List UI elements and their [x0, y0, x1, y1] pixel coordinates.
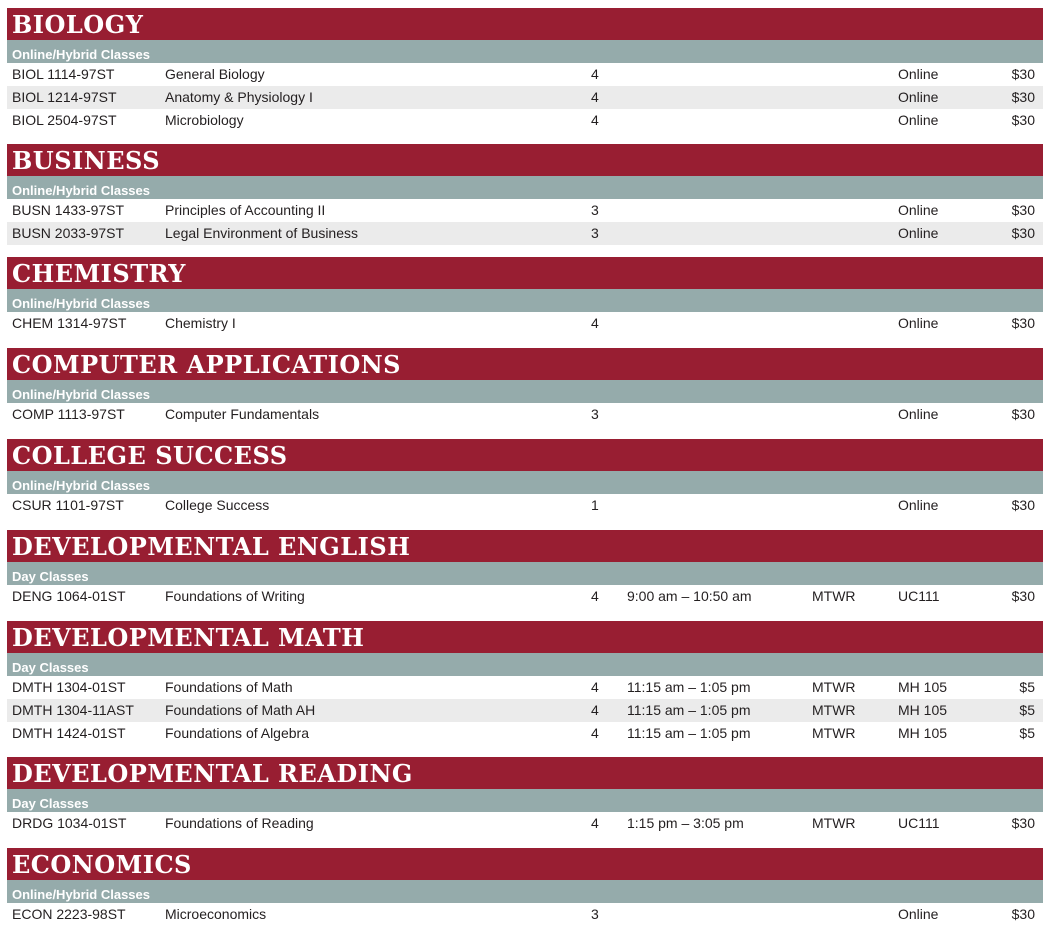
course-code: CSUR 1101-97ST [12, 497, 124, 513]
course-credits: 1 [591, 497, 599, 513]
course-days: MTWR [812, 588, 856, 604]
course-row [7, 63, 1043, 86]
course-credits: 4 [591, 725, 599, 741]
course-fee: $30 [1011, 89, 1035, 105]
course-code: BIOL 1114-97ST [12, 66, 115, 82]
course-fee: $5 [1019, 679, 1035, 695]
course-fee: $30 [1011, 66, 1035, 82]
course-fee: $5 [1019, 702, 1035, 718]
course-location: Online [898, 66, 939, 82]
course-row [7, 676, 1043, 699]
class-type-subheader: Online/Hybrid Classes [7, 380, 1043, 403]
course-fee: $30 [1011, 202, 1035, 218]
course-credits: 4 [591, 315, 599, 331]
course-time: 11:15 am – 1:05 pm [627, 702, 751, 718]
department-title: COMPUTER APPLICATIONS [7, 348, 1043, 380]
course-code: DRDG 1034-01ST [12, 815, 127, 831]
course-code: BUSN 2033-97ST [12, 225, 125, 241]
section-economics [7, 848, 1043, 926]
course-credits: 4 [591, 588, 599, 604]
course-fee: $30 [1011, 906, 1035, 922]
course-row [7, 222, 1043, 245]
class-type-subheader: Day Classes [7, 653, 1043, 676]
course-row [7, 199, 1043, 222]
course-time: 1:15 pm – 3:05 pm [627, 815, 744, 831]
class-type-subheader: Online/Hybrid Classes [7, 176, 1043, 199]
course-title: Microbiology [165, 112, 244, 128]
class-type-subheader: Online/Hybrid Classes [7, 471, 1043, 494]
course-fee: $5 [1019, 725, 1035, 741]
course-fee: $30 [1011, 315, 1035, 331]
course-location: Online [898, 906, 939, 922]
course-location: MH 105 [898, 725, 948, 741]
course-location: UC111 [898, 588, 940, 604]
department-title: BUSINESS [7, 144, 1043, 176]
department-title: ECONOMICS [7, 848, 1043, 880]
class-type-subheader: Online/Hybrid Classes [7, 880, 1043, 903]
course-credits: 3 [591, 906, 599, 922]
section-developmental-reading [7, 757, 1043, 835]
class-type-subheader: Online/Hybrid Classes [7, 289, 1043, 312]
course-days: MTWR [812, 679, 856, 695]
course-title: Foundations of Writing [165, 588, 305, 604]
course-time: 11:15 am – 1:05 pm [627, 725, 751, 741]
course-fee: $30 [1011, 588, 1035, 604]
course-location: Online [898, 315, 939, 331]
section-college-success [7, 439, 1043, 517]
course-fee: $30 [1011, 225, 1035, 241]
course-credits: 3 [591, 406, 599, 422]
course-days: MTWR [812, 815, 856, 831]
department-title: DEVELOPMENTAL READING [7, 757, 1043, 789]
course-title: Legal Environment of Business [165, 225, 358, 241]
section-biology [7, 8, 1043, 132]
course-credits: 4 [591, 112, 599, 128]
course-code: DMTH 1424-01ST [12, 725, 126, 741]
course-location: Online [898, 112, 939, 128]
course-title: College Success [165, 497, 270, 513]
course-row [7, 86, 1043, 109]
course-title: Computer Fundamentals [165, 406, 320, 422]
department-title: COLLEGE SUCCESS [7, 439, 1043, 471]
course-title: General Biology [165, 66, 265, 82]
course-code: BIOL 1214-97ST [12, 89, 117, 105]
class-type-subheader: Online/Hybrid Classes [7, 40, 1043, 63]
course-days: MTWR [812, 725, 856, 741]
course-title: Anatomy & Physiology I [165, 89, 313, 105]
course-row [7, 585, 1043, 608]
course-code: DMTH 1304-11AST [12, 702, 134, 718]
course-title: Microeconomics [165, 906, 267, 922]
course-code: DENG 1064-01ST [12, 588, 126, 604]
course-credits: 4 [591, 66, 599, 82]
class-type-subheader: Day Classes [7, 789, 1043, 812]
section-computer-applications [7, 348, 1043, 426]
course-row [7, 109, 1043, 132]
course-title: Chemistry I [165, 315, 236, 331]
course-location: UC111 [898, 815, 940, 831]
course-location: MH 105 [898, 702, 948, 718]
class-type-subheader: Day Classes [7, 562, 1043, 585]
department-title: DEVELOPMENTAL ENGLISH [7, 530, 1043, 562]
course-fee: $30 [1011, 497, 1035, 513]
course-credits: 4 [591, 815, 599, 831]
course-fee: $30 [1011, 815, 1035, 831]
section-chemistry [7, 257, 1043, 335]
course-row [7, 903, 1043, 926]
course-title: Foundations of Reading [165, 815, 314, 831]
course-row [7, 722, 1043, 745]
course-title: Foundations of Math AH [165, 702, 316, 718]
section-developmental-english [7, 530, 1043, 608]
course-row [7, 699, 1043, 722]
course-code: COMP 1113-97ST [12, 406, 125, 422]
course-location: MH 105 [898, 679, 948, 695]
course-title: Foundations of Algebra [165, 725, 309, 741]
section-developmental-math [7, 621, 1043, 745]
department-title: CHEMISTRY [7, 257, 1043, 289]
course-title: Principles of Accounting II [165, 202, 326, 218]
course-code: BIOL 2504-97ST [12, 112, 117, 128]
course-row [7, 312, 1043, 335]
course-time: 11:15 am – 1:05 pm [627, 679, 751, 695]
department-title: BIOLOGY [7, 8, 1043, 40]
course-location: Online [898, 406, 939, 422]
course-location: Online [898, 225, 939, 241]
course-row [7, 812, 1043, 835]
section-business [7, 144, 1043, 245]
course-location: Online [898, 202, 939, 218]
course-code: ECON 2223-98ST [12, 906, 126, 922]
course-credits: 4 [591, 702, 599, 718]
course-credits: 3 [591, 202, 599, 218]
course-location: Online [898, 89, 939, 105]
course-row [7, 403, 1043, 426]
course-credits: 4 [591, 679, 599, 695]
course-fee: $30 [1011, 112, 1035, 128]
course-code: DMTH 1304-01ST [12, 679, 126, 695]
course-days: MTWR [812, 702, 856, 718]
course-fee: $30 [1011, 406, 1035, 422]
course-row [7, 494, 1043, 517]
course-title: Foundations of Math [165, 679, 293, 695]
department-title: DEVELOPMENTAL MATH [7, 621, 1043, 653]
course-credits: 4 [591, 89, 599, 105]
course-code: BUSN 1433-97ST [12, 202, 125, 218]
course-code: CHEM 1314-97ST [12, 315, 127, 331]
course-credits: 3 [591, 225, 599, 241]
course-time: 9:00 am – 10:50 am [627, 588, 752, 604]
course-location: Online [898, 497, 939, 513]
